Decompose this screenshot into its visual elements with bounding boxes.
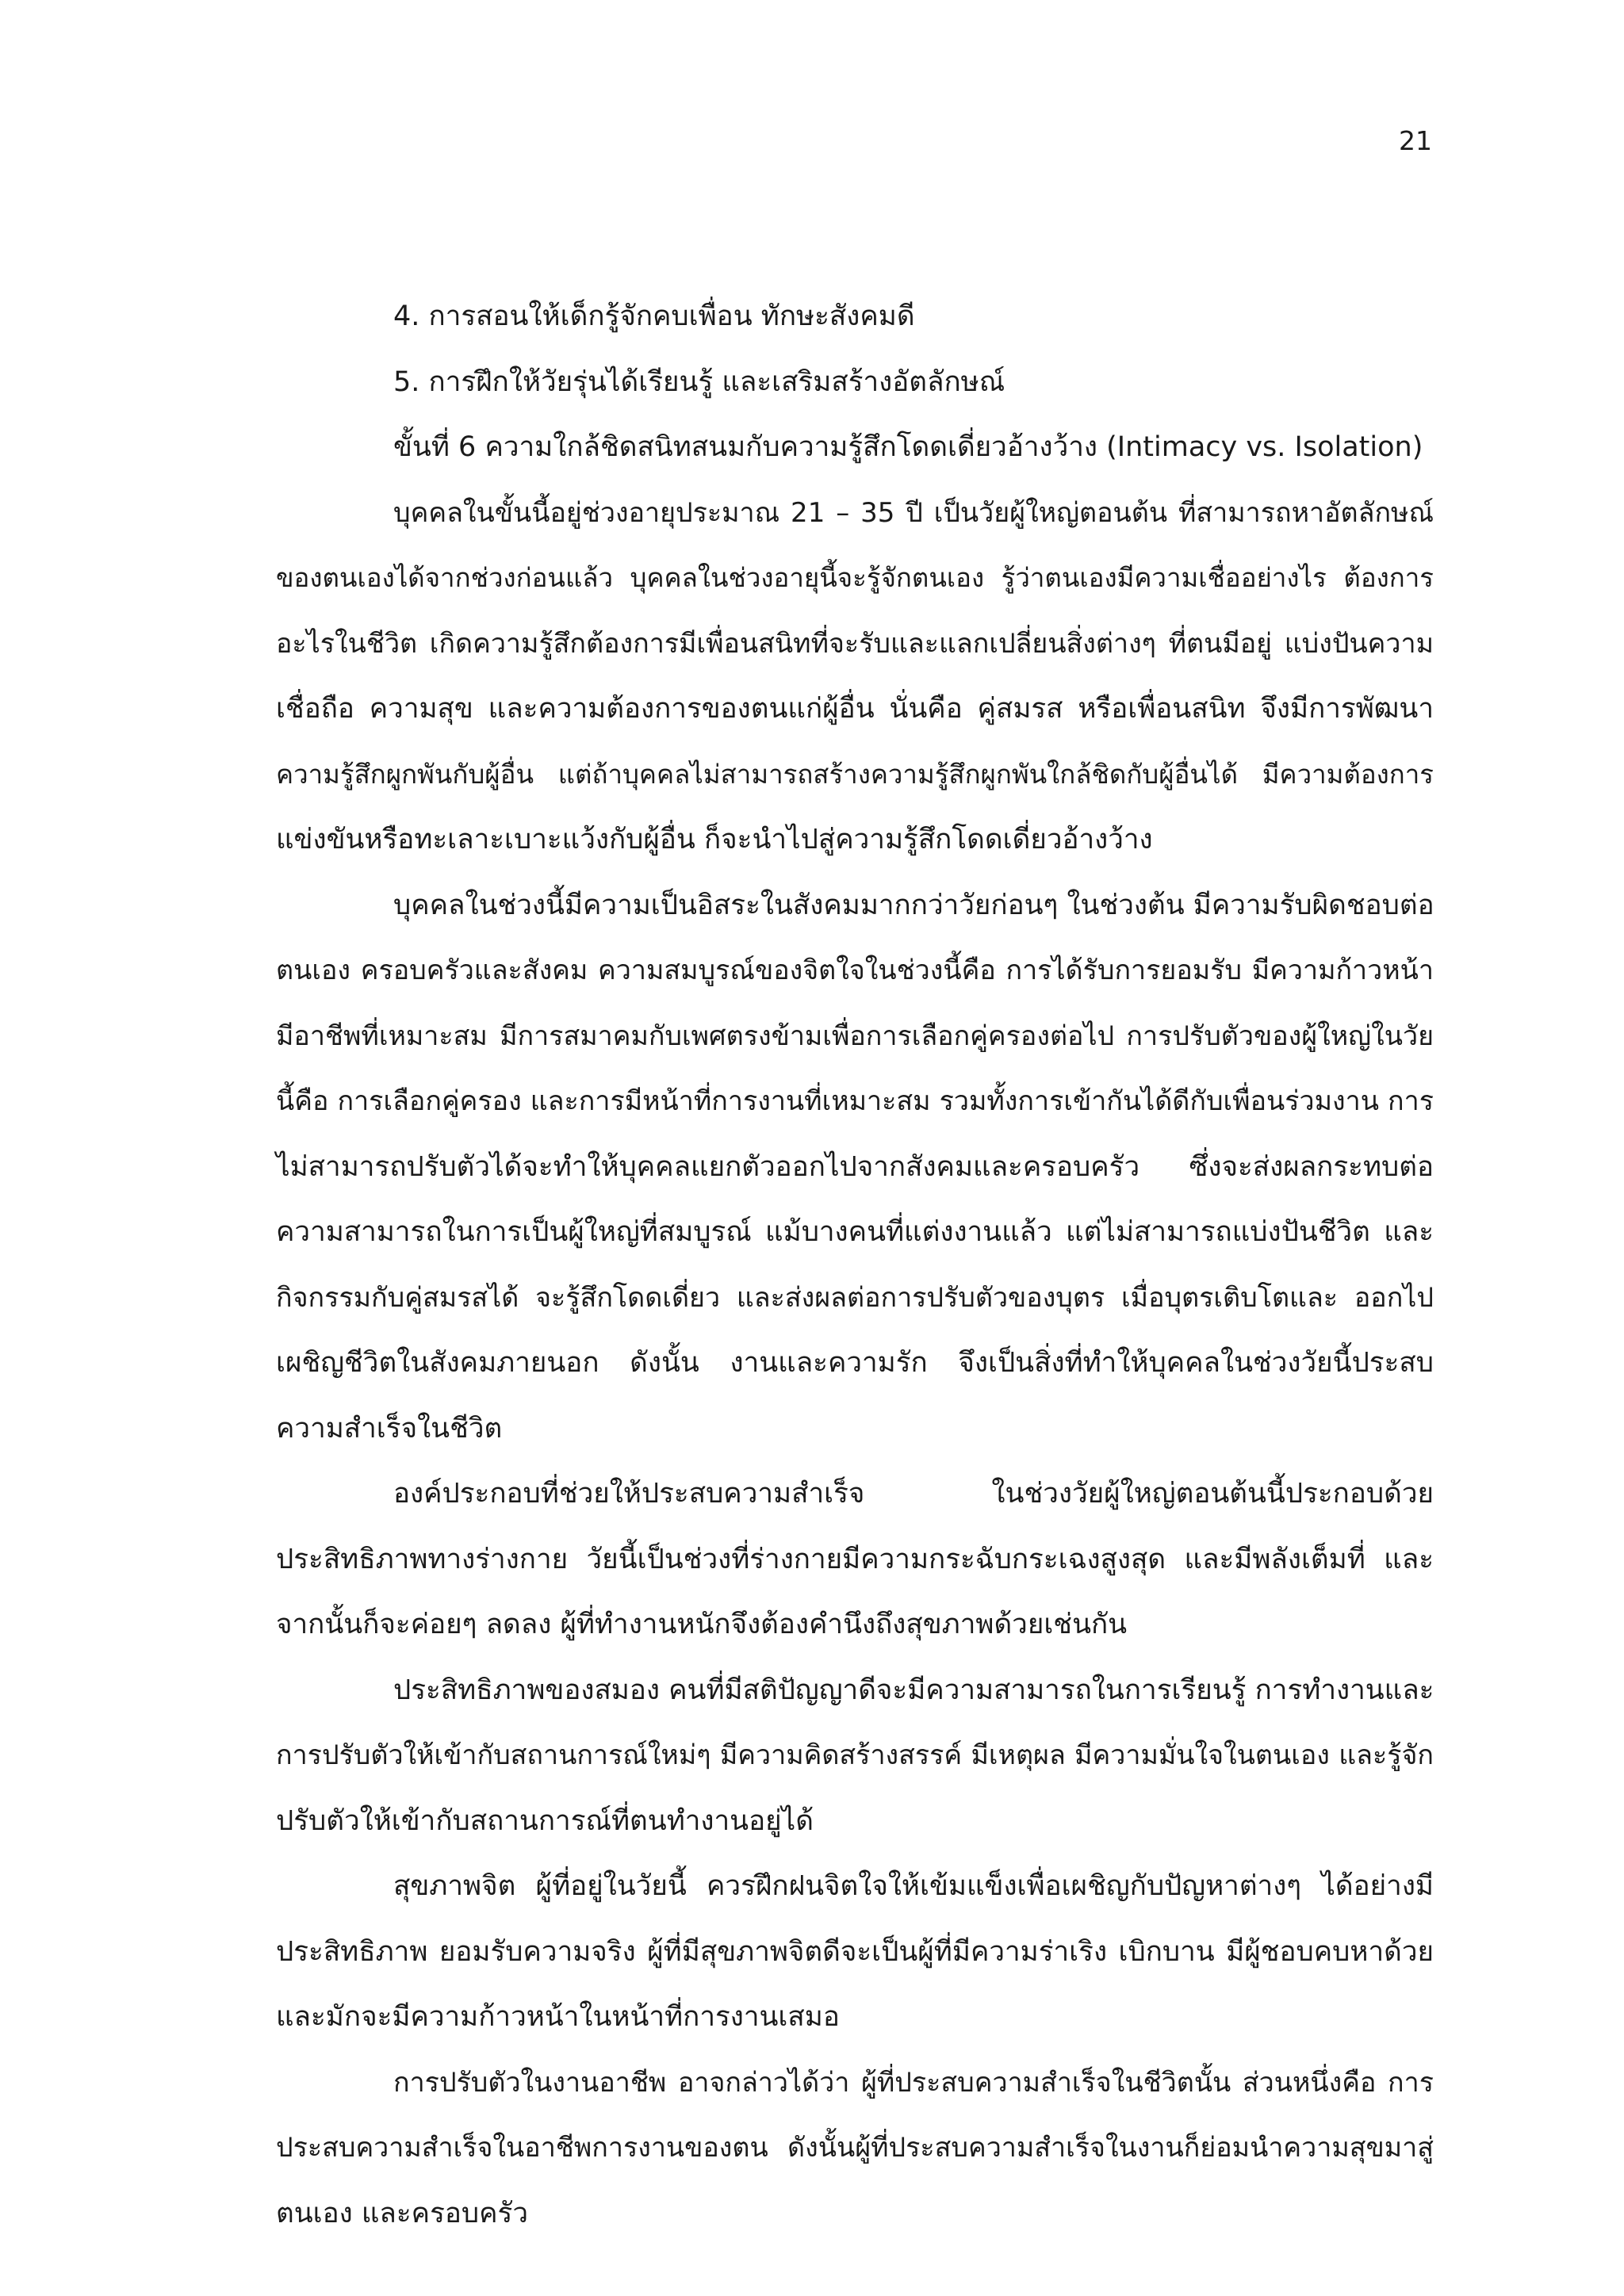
text-line: ตนเอง และครอบครัว xyxy=(276,2197,528,2229)
text-line: 5. การฝึกให้วัยรุ่นได้เรียนรู้ และเสริมสร้างอัตลักษณ์ xyxy=(393,365,1005,398)
text-line: การปรับตัวในงานอาชีพ อาจกล่าวได้ว่า ผู้ที่ประสบความสำเร็จในชีวิตนั้น ส่วนหนึ่งคือ การ xyxy=(393,2066,1434,2099)
text-line: เผชิญชีวิตในสังคมภายนอก ดังนั้น งานและความรัก จึงเป็นสิ่งที่ทำให้บุคคลในช่วงวัยนี้ประสบ xyxy=(276,1347,1434,1379)
text-line: แข่งขันหรือทะเลาะเบาะแว้งกับผู้อื่น ก็จะนำไปสู่ความรู้สึกโดดเดี่ยวอ้างว้าง xyxy=(276,824,1153,855)
text-line: กิจกรรมกับคู่สมรสได้ จะรู้สึกโดดเดี่ยว และส่งผลต่อการปรับตัวของบุตร เมื่อบุตรเติบโตและ ออกไป xyxy=(276,1281,1434,1314)
text-line: ประสิทธิภาพทางร่างกาย วัยนี้เป็นช่วงที่ร่างกายมีความกระฉับกระเฉงสูงสุด และมีพลังเต็มที่ และ xyxy=(276,1543,1434,1575)
text-line: ความสำเร็จในชีวิต xyxy=(276,1412,503,1445)
text-line: ประสิทธิภาพของสมอง คนที่มีสติปัญญาดีจะมีความสามารถในการเรียนรู้ การทำงานและ xyxy=(393,1674,1434,1706)
page-number: 21 xyxy=(1399,125,1432,156)
text-line: ขั้นที่ 6 ความใกล้ชิดสนิทสนมกับความรู้สึกโดดเดี่ยวอ้างว้าง (Intimacy vs. Isolation) xyxy=(393,431,1423,463)
text-line: ความรู้สึกผูกพันกับผู้อื่น แต่ถ้าบุคคลไม่สามารถสร้างความรู้สึกผูกพันใกล้ชิดกับผู้อื่นได้ มีความต้องการ xyxy=(276,758,1434,790)
text-line: ประสิทธิภาพ ยอมรับความจริง ผู้ที่มีสุขภาพจิตดีจะเป็นผู้ที่มีความร่าเริง เบิกบาน มีผู้ชอบคบหาด้วย xyxy=(276,1935,1434,1968)
text-line: บุคคลในช่วงนี้มีความเป็นอิสระในสังคมมากกว่าวัยก่อนๆ ในช่วงต้น มีความรับผิดชอบต่อ xyxy=(393,889,1434,921)
text-line: ของตนเองได้จากช่วงก่อนแล้ว บุคคลในช่วงอายุนี้จะรู้จักตนเอง รู้ว่าตนเองมีความเชื่ออย่างไร ต้องการ xyxy=(276,562,1434,593)
text-line: 4. การสอนให้เด็กรู้จักคบเพื่อน ทักษะสังคมดี xyxy=(393,300,915,332)
text-line: ประสบความสำเร็จในอาชีพการงานของตน ดังนั้นผู้ที่ประสบความสำเร็จในงานก็ย่อมนำความสุขมาสู่ xyxy=(276,2132,1434,2164)
text-line: นี้คือ การเลือกคู่ครอง และการมีหน้าที่การงานที่เหมาะสม รวมทั้งการเข้ากันได้ดีกับเพื่อนร่วมงาน การ xyxy=(276,1085,1434,1117)
text-line: การปรับตัวให้เข้ากับสถานการณ์ใหม่ๆ มีความคิดสร้างสรรค์ มีเหตุผล มีความมั่นใจในตนเอง และรู้จัก xyxy=(276,1739,1434,1771)
text-line: องค์ประกอบที่ช่วยให้ประสบความสำเร็จ ในช่วงวัยผู้ใหญ่ตอนต้นนี้ประกอบด้วย xyxy=(393,1478,1434,1510)
text-line: และมักจะมีความก้าวหน้าในหน้าที่การงานเสมอ xyxy=(276,2001,840,2033)
text-line: มีอาชีพที่เหมาะสม มีการสมาคมกับเพศตรงข้ามเพื่อการเลือกคู่ครองต่อไป การปรับตัวของผู้ใหญ่ในวัย xyxy=(276,1020,1434,1052)
text-line: จากนั้นก็จะค่อยๆ ลดลง ผู้ที่ทำงานหนักจึงต้องคำนึงถึงสุขภาพด้วยเช่นกัน xyxy=(276,1609,1128,1640)
text-line: สุขภาพจิต ผู้ที่อยู่ในวัยนี้ ควรฝึกฝนจิตใจให้เข้มแข็งเพื่อเผชิญกับปัญหาต่างๆ ได้อย่างมี xyxy=(393,1870,1434,1902)
text-line: ความสามารถในการเป็นผู้ใหญ่ที่สมบูรณ์ แม้บางคนที่แต่งงานแล้ว แต่ไม่สามารถแบ่งปันชีวิต และ xyxy=(276,1216,1434,1248)
text-line: ตนเอง ครอบครัวและสังคม ความสมบูรณ์ของจิตใจในช่วงนี้คือ การได้รับการยอมรับ มีความก้าวหน้า xyxy=(276,955,1434,986)
body-text xyxy=(276,284,1434,2246)
text-line: ไม่สามารถปรับตัวได้จะทำให้บุคคลแยกตัวออกไปจากสังคมและครอบครัว ซึ่งจะส่งผลกระทบต่อ xyxy=(276,1150,1434,1183)
text-line: ปรับตัวให้เข้ากับสถานการณ์ที่ตนทำงานอยู่ได้ xyxy=(276,1804,814,1837)
text-line: อะไรในชีวิต เกิดความรู้สึกต้องการมีเพื่อนสนิทที่จะรับและแลกเปลี่ยนสิ่งต่างๆ ที่ตนมีอยู่ แบ่งปันความ xyxy=(276,627,1434,660)
text-line: เชื่อถือ ความสุข และความต้องการของตนแก่ผู้อื่น นั่นคือ คู่สมรส หรือเพื่อนสนิท จึงมีการพัฒนา xyxy=(276,693,1434,725)
text-line: บุคคลในขั้นนี้อยู่ช่วงอายุประมาณ 21 – 35 ปี เป็นวัยผู้ใหญ่ตอนต้น ที่สามารถหาอัตลักษณ์ xyxy=(393,496,1434,529)
